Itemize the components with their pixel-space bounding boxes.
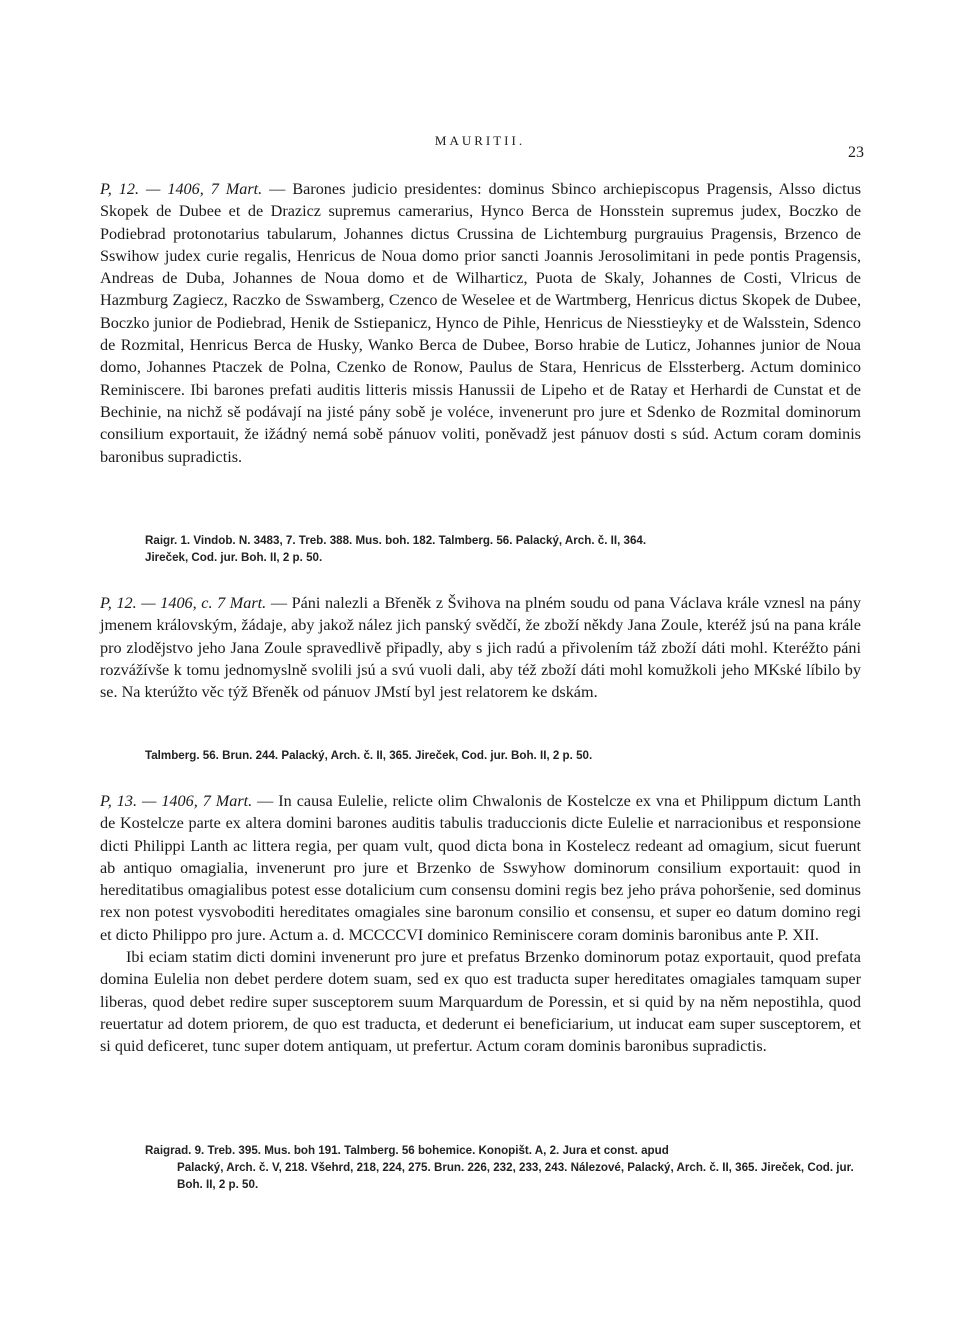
- entry-3-source-line-1: Raigrad. 9. Treb. 395. Mus. boh 191. Talmberg. 56 bohemice. Konopišt. A, 2. Jura et const. apud: [145, 1144, 669, 1157]
- entry-1-source-line-2: Jireček, Cod. jur. Boh. II, 2 p. 50.: [145, 551, 323, 564]
- entry-3-text: — In causa Eulelie, relicte olim Chwalonis de Kostelcze ex vna et Philippum dictum Lanth de Kostelcze parte ex altera domini barones auditis tabulis traduccionis dicte Eulelie et narracionibus et responsione dicti Philippi Lanth ac littera regia, per quam vult, quod dicta bona in Kostelecz redeant ad omagium, sicut fuerunt ab antiquo omagialia, invenerunt pro jure et Brzenko de Sswyhow dominorum consilium exportauit: quod in hereditatibus omagialibus potest esse dotalicium cum consensu domini regis bez jeho práva pohoršenie, sed dominus rex non potest vysvoboditi hereditates omagiales sine baronum consilio et consensu, et super eo datum domino regi et dicto Philippo pro jure. Actum a. d. MCCCCVI dominico Reminiscere coram dominis baronibus ante P. XII.: [100, 792, 861, 944]
- page-number: 23: [848, 144, 864, 161]
- entry-3-paragraph-1: [100, 790, 861, 946]
- entry-1-text: — Barones judicio presidentes: dominus Sbinco archiepiscopus Pragensis, Alsso dictus Skopek de Dubee et de Drazicz supremus camerarius, Hynco Berca de Honsstein supremus judex, Boczko de Podiebrad protonotarius tabularum, Johannes dictus Crussina de Lichtemburg purgrauius Pragensis, Brzenco de Sswihow judex curie regalis, Henricus de Noua domo prior sancti Joannis Jerosolimitani in pede pontis Pragensis, Andreas de Duba, Johannes de Noua domo et de Wilharticz, Puota de Skaly, Johannes de Costi, Vlricus de Hazmburg Zagiecz, Raczko de Sswamberg, Czenco de Weselee et de Wartmberg, Henricus dictus Skopek de Dubee, Boczko junior de Podiebrad, Henik de Sstiepanicz, Hynco de Pihle, Henricus de Niesstieyky et de Walsstein, Sdenco de Rozmital, Henricus Berca de Husky, Wanko Berca de Dubee, Borso hrabie de Luticz, Johannes junior de Noua domo, Johannes Ptaczek de Polna, Czenko de Ronow, Paulus de Stara, Henricus de Elssterberg. Actum dominico Reminiscere. Ibi barones prefati auditis litteris missis Hanussii de Lipeho et de Ratay et Herhardi de Cunstat et de Bechinie, na nichž sě podávají na jisté pány sobě je voléce, invenerunt pro jure et Sdenko de Rozmital dominorum consilium exportauit, že ižádný nemá sobě pánuov voliti, poněvadž jest pánuov dosti s súd. Actum coram dominis baronibus supradictis.: [100, 180, 861, 466]
- entry-1-reference: P, 12. — 1406, 7 Mart.: [100, 180, 263, 198]
- entry-1-sources: [145, 532, 861, 566]
- entry-2-text: — Páni nalezli a Břeněk z Švihova na plném soudu od pana Václava krále vznesl na pány jmenem královským, žádaje, aby jakož nález jich panský svědčí, že zboží někdy Jana Zoule, kteréž jsú na pana krále pro zlodějstvo jeho Jana Zoule spravedlivě připadly, aby s jich radú a přivolením táž zboží dáti mohl. Kteréžto páni rozvážívše k tomu jednomyslně svolili jsú a svú vuoli dali, aby též zboží dáti mohl komužkoli jeho MKské líbilo by se. Na kterúžto věc týž Břeněk od pánuov JMstí byl jest relatorem ke dskám.: [100, 594, 861, 702]
- entry-1-source-line-1: Raigr. 1. Vindob. N. 3483, 7. Treb. 388. Mus. boh. 182. Talmberg. 56. Palacký, Arch. č. II, 364.: [145, 534, 647, 547]
- entry-2-reference: P, 12. — 1406, c. 7 Mart.: [100, 594, 267, 612]
- entry-1-paragraph-1: [100, 178, 861, 468]
- entry-3-paragraph-2: Ibi eciam statim dicti domini invenerunt pro jure et prefatus Brzenko dominorum potaz exportauit, quod prefata domina Eulelia non debet perdere dotem suam, sed ex quo est traducta super hereditates omagiales tamquam super liberas, quod debet redire super susceptorem suum Marquardum de Poressin, et si quid by na něm nepostihla, quod reuertatur ad dotem priorem, de quo est traducta, et dederunt ei beneficiarium, ut inducat eam super susceptorem, et si quid deficeret, tunc super dotem antiquam, ut prefertur. Actum coram dominis baronibus supradictis.: [100, 948, 861, 1056]
- entry-2-sources: [145, 747, 861, 764]
- entry-3-sources: [145, 1142, 861, 1193]
- entry-2-paragraph-1: [100, 592, 861, 703]
- entry-3-source-line-2: Palacký, Arch. č. V, 218. Všehrd, 218, 224, 275. Brun. 226, 232, 233, 243. Nálezové, Palacký, Arch. č. II, 365. Jireček, Cod. jur. Boh. II, 2 p. 50.: [177, 1161, 854, 1191]
- entry-1: [100, 178, 861, 468]
- entry-3: [100, 790, 861, 1058]
- entry-2-source-line-1: Talmberg. 56. Brun. 244. Palacký, Arch. č. II, 365. Jireček, Cod. jur. Boh. II, 2 p. 50.: [145, 749, 593, 762]
- entry-2: [100, 592, 861, 703]
- entry-3-reference: P, 13. — 1406, 7 Mart.: [100, 792, 253, 810]
- running-head: MAURITII.: [434, 133, 526, 148]
